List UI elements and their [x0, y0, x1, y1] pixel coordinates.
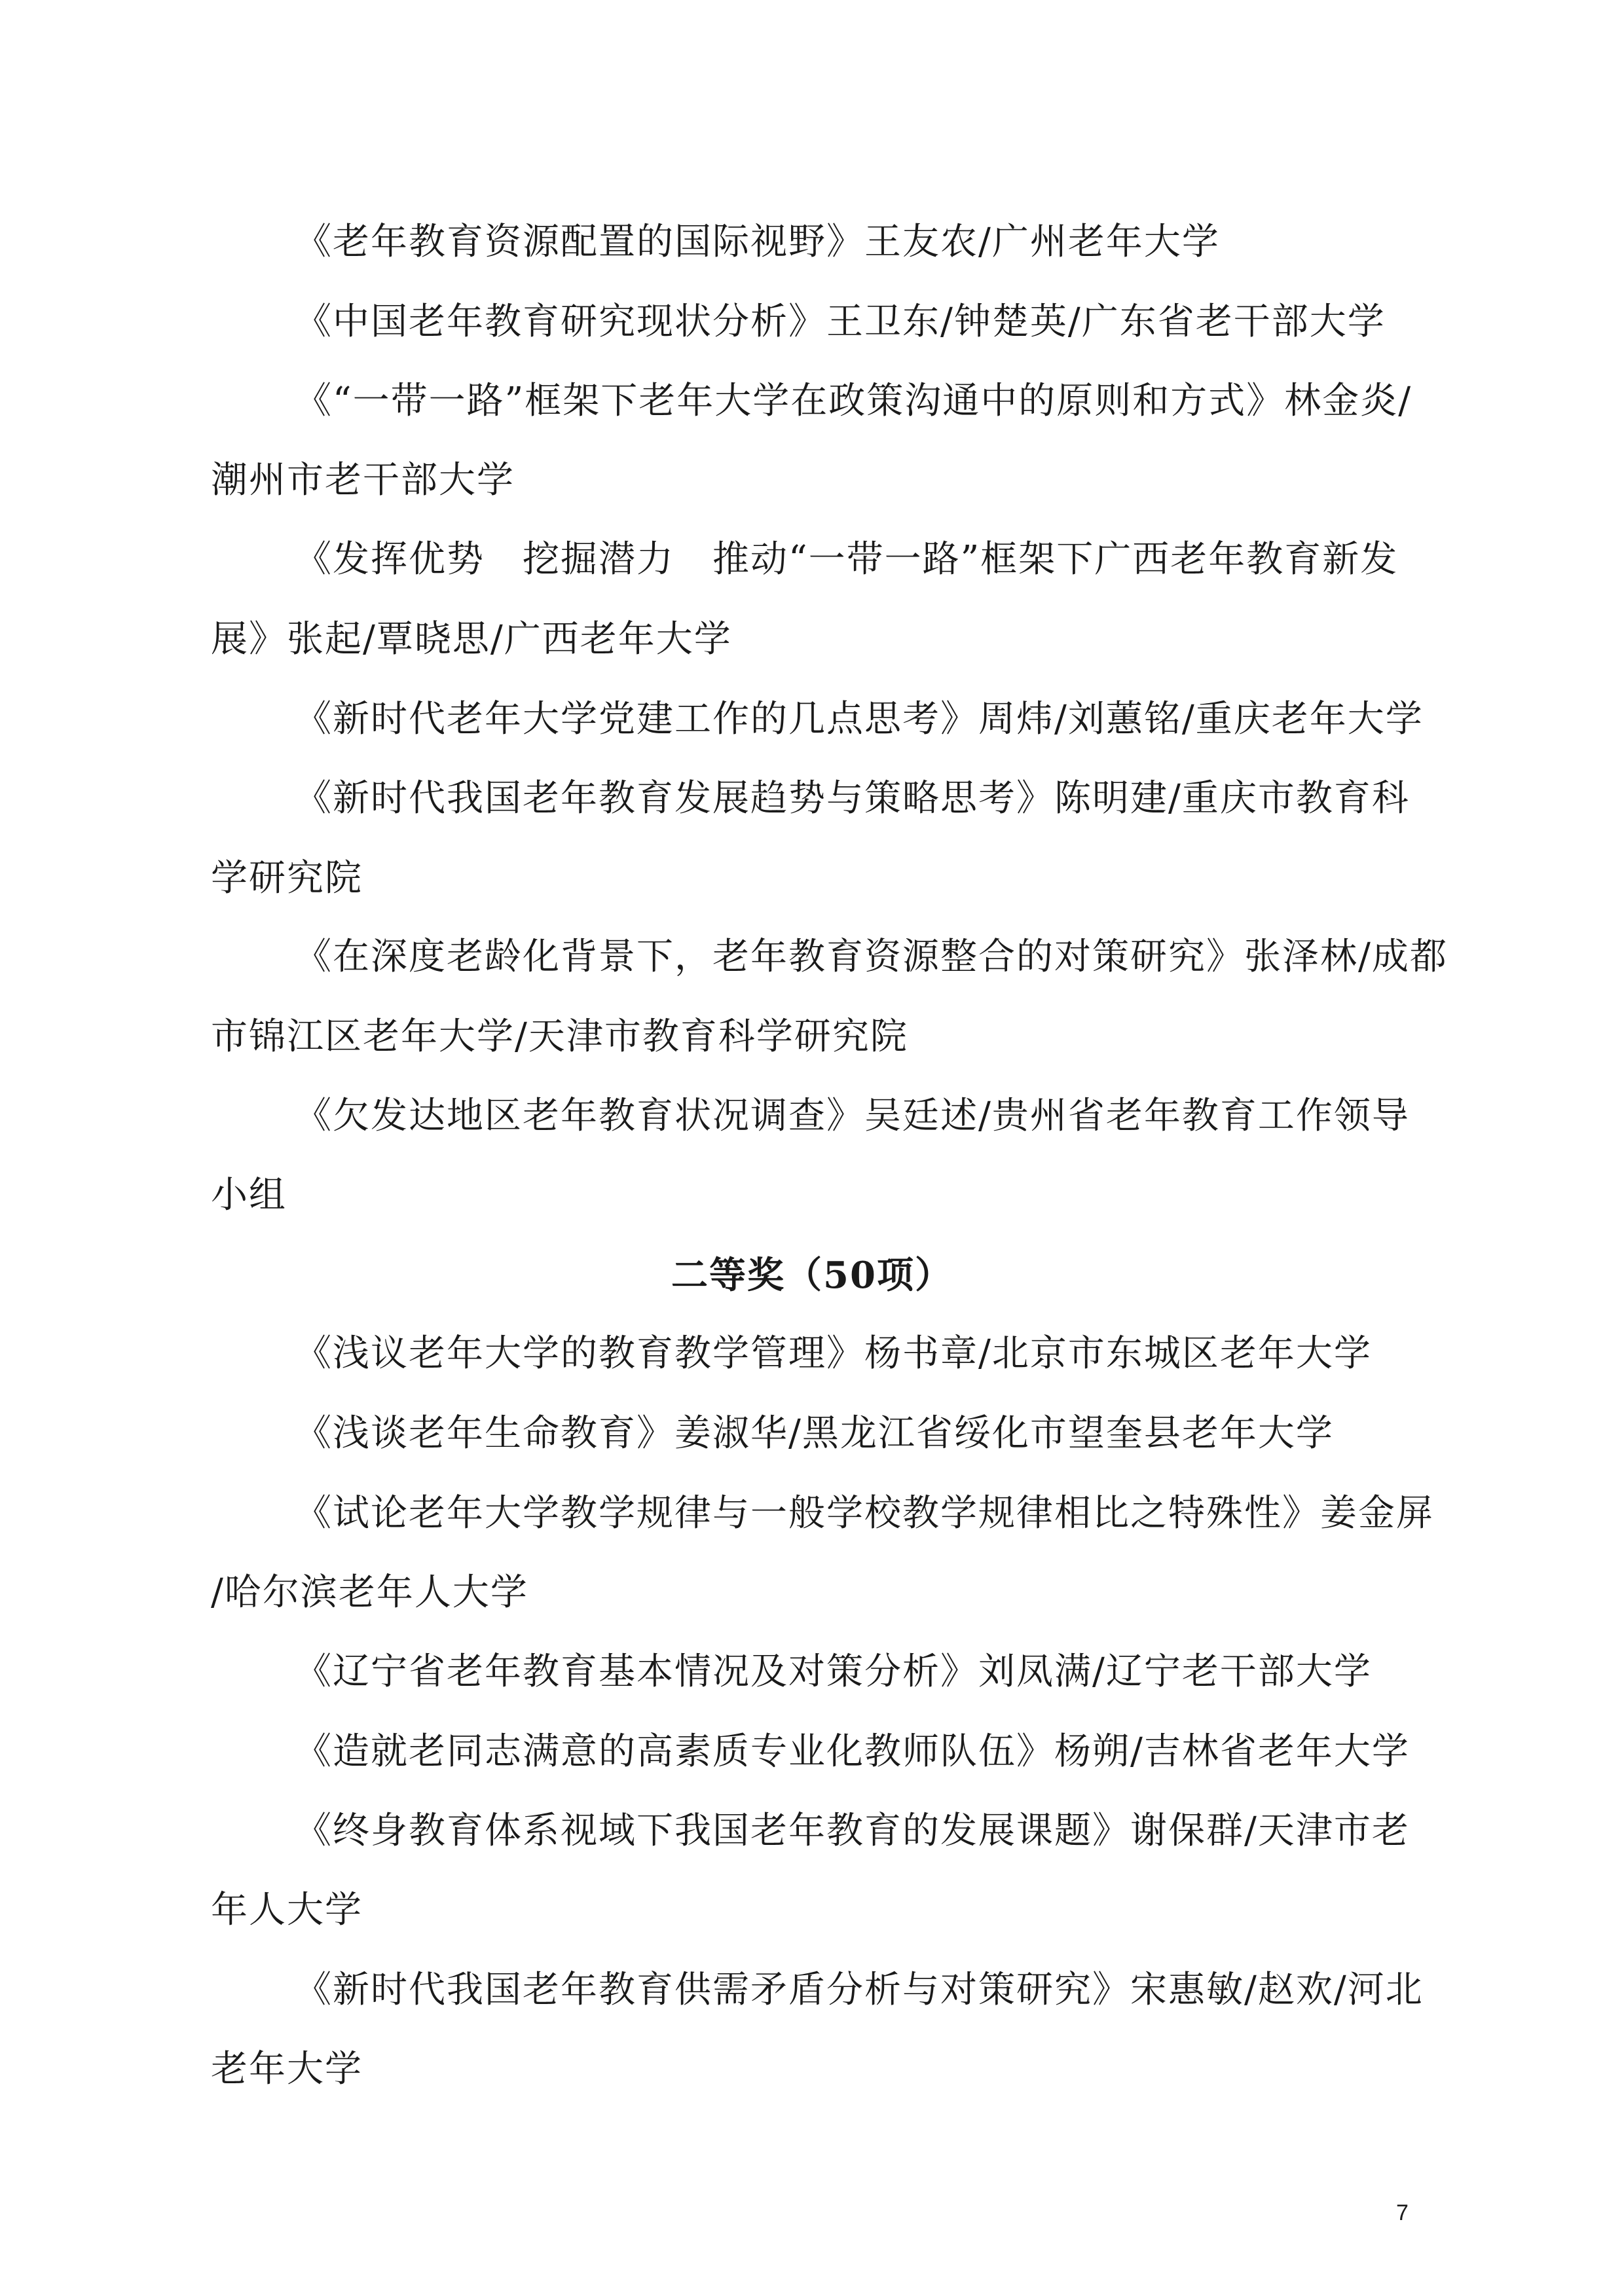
entry-line-continued: /哈尔滨老年人大学: [211, 1571, 528, 1614]
entry-line-continued: 市锦江区老年大学/天津市教育科学研究院: [211, 1015, 908, 1058]
entry-line: 《新时代老年大学党建工作的几点思考》周炜/刘蕙铭/重庆老年大学: [295, 698, 1424, 740]
entry-line: 《浅议老年大学的教育教学管理》杨书章/北京市东城区老年大学: [295, 1332, 1372, 1375]
entry-line: 《造就老同志满意的高素质专业化教师队伍》杨朔/吉林省老年大学: [295, 1730, 1410, 1773]
entry-line: 《浅谈老年生命教育》姜淑华/黑龙江省绥化市望奎县老年大学: [295, 1412, 1334, 1455]
entry-line-continued: 展》张起/覃晓思/广西老年大学: [211, 618, 732, 661]
entry-line: 《辽宁省老年教育基本情况及对策分析》刘凤满/辽宁老干部大学: [295, 1650, 1372, 1693]
entry-line: 《发挥优势 挖掘潜力 推动“一带一路”框架下广西老年教育新发: [295, 538, 1399, 581]
entry-line: 《欠发达地区老年教育状况调查》吴廷述/贵州省老年教育工作领导: [295, 1095, 1410, 1137]
entry-line: 《“一带一路”框架下老年大学在政策沟通中的原则和方式》林金炎/: [295, 380, 1412, 422]
entry-line: 《试论老年大学教学规律与一般学校教学规律相比之特殊性》姜金屏: [295, 1492, 1434, 1535]
entry-line-continued: 学研究院: [211, 857, 363, 900]
entry-line: 《中国老年教育研究现状分析》王卫东/钟楚英/广东省老干部大学: [295, 301, 1386, 343]
entry-line-continued: 年人大学: [211, 1889, 363, 1931]
entry-line: 《新时代我国老年教育供需矛盾分析与对策研究》宋惠敏/赵欢/河北: [295, 1969, 1424, 2011]
entry-line-continued: 小组: [211, 1174, 287, 1216]
entry-line-continued: 老年大学: [211, 2048, 363, 2090]
entry-line: 《老年教育资源配置的国际视野》王友农/广州老年大学: [295, 221, 1220, 263]
entry-line: 《在深度老龄化背景下，老年教育资源整合的对策研究》张泽林/成都: [295, 936, 1448, 978]
entry-line: 《新时代我国老年教育发展趋势与策略思考》陈明建/重庆市教育科: [295, 777, 1410, 820]
page-number: 7: [1396, 2200, 1409, 2225]
entry-line: 《终身教育体系视域下我国老年教育的发展课题》谢保群/天津市老: [295, 1810, 1410, 1852]
section-heading: 二等奖（50项）: [671, 1254, 953, 1297]
entry-line-continued: 潮州市老干部大学: [211, 459, 515, 501]
